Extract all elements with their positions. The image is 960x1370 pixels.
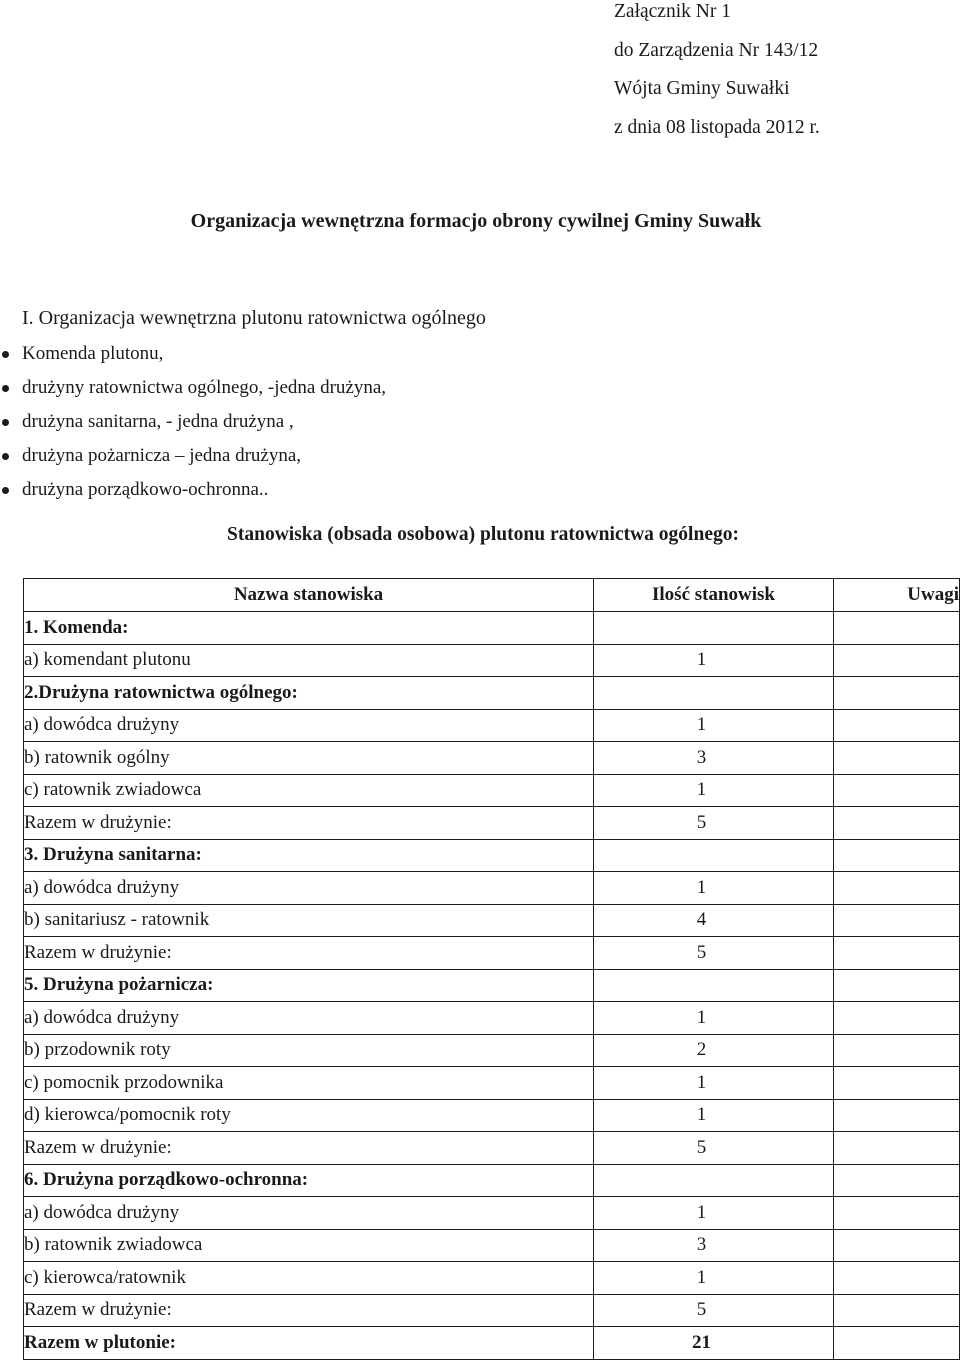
list-item: drużyna pożarnicza – jedna drużyna, [0,445,386,479]
position-count: 1 [696,1006,707,1028]
notes-cell [834,774,960,807]
notes-cell [834,1067,960,1100]
position-count-cell [594,1067,834,1100]
column-header-qty: Ilość stanowisk [594,579,834,612]
position-name-cell: b) ratownik zwiadowca [24,1229,594,1262]
position-count: 5 [696,1299,707,1321]
position-count: 1 [696,779,707,801]
position-count-cell [594,872,834,905]
position-name-cell: Razem w drużynie: [24,1132,594,1165]
position-count-cell [594,937,834,970]
position-count: 1 [696,1201,707,1223]
position-count-cell [594,774,834,807]
notes-cell [834,1099,960,1132]
document-title: Organizacja wewnętrzna formacjo obrony cywilnej Gminy Suwałk [190,210,762,232]
table-row [24,1327,960,1360]
table-row [24,872,960,905]
table-title: Stanowiska (obsada osobowa) plutonu ratownictwa ogólnego: [227,524,739,545]
notes-cell [834,677,960,710]
position-count-cell [594,1164,834,1197]
notes-cell [834,1132,960,1165]
position-count: 5 [696,811,707,833]
table-row [24,774,960,807]
notes-cell [834,937,960,970]
table-row [24,742,960,775]
table-row [24,1294,960,1327]
table-row [24,937,960,970]
table-row [24,644,960,677]
table-row [24,1099,960,1132]
table-header-row [24,579,960,612]
position-name-cell: d) kierowca/pomocnik roty [24,1099,594,1132]
position-count-cell [594,612,834,645]
table-row [24,807,960,840]
position-count-cell [594,1262,834,1295]
table-row [24,1262,960,1295]
position-count-cell [594,1294,834,1327]
column-header-notes: Uwagi [834,579,960,612]
position-count-cell [594,839,834,872]
list-item: drużyna porządkowo-ochronna.. [0,479,386,513]
notes-cell [834,1002,960,1035]
table-row [24,904,960,937]
notes-cell [834,969,960,1002]
table-row [24,677,960,710]
position-count-cell [594,644,834,677]
position-name-cell: a) dowódca drużyny [24,1002,594,1035]
notes-cell [834,644,960,677]
unit-list [0,343,386,513]
list-item: drużyny ratownictwa ogólnego, -jedna drużyna, [0,377,386,411]
list-item: drużyna sanitarna, - jedna drużyna , [0,411,386,445]
position-name-cell: b) przodownik roty [24,1034,594,1067]
notes-cell [834,872,960,905]
list-item: Komenda plutonu, [0,343,386,377]
table-row [24,1229,960,1262]
notes-cell [834,742,960,775]
table-row [24,1034,960,1067]
position-name-cell: Razem w plutonie: [24,1327,594,1360]
position-count-cell [594,969,834,1002]
position-name-cell: 3. Drużyna sanitarna: [24,839,594,872]
table-row [24,839,960,872]
position-name-cell: a) komendant plutonu [24,644,594,677]
header-line-authority: Wójta Gminy Suwałki [614,78,790,99]
attachment-header [614,0,820,154]
position-name-cell: b) ratownik ogólny [24,742,594,775]
position-count: 4 [696,909,707,931]
position-name-cell: Razem w drużynie: [24,937,594,970]
table-row [24,1164,960,1197]
table-row [24,1067,960,1100]
header-line-date: z dnia 08 listopada 2012 r. [614,116,820,138]
notes-cell [834,1262,960,1295]
table-row [24,709,960,742]
position-name-cell: Razem w drużynie: [24,1294,594,1327]
position-count-cell [594,1132,834,1165]
position-count: 1 [696,714,707,736]
notes-cell [834,1197,960,1230]
header-line-attachment: Załącznik Nr 1 [614,1,731,22]
position-count: 1 [696,649,707,671]
position-count: 3 [696,746,707,768]
position-count-cell [594,709,834,742]
position-count-cell [594,904,834,937]
position-name-cell: a) dowódca drużyny [24,872,594,905]
position-name-cell: c) pomocnik przodownika [24,1067,594,1100]
position-count: 1 [696,1266,707,1288]
position-name-cell: c) kierowca/ratownik [24,1262,594,1295]
table-row [24,1132,960,1165]
position-count: 2 [696,1039,707,1061]
position-name-cell: 6. Drużyna porządkowo-ochronna: [24,1164,594,1197]
section-heading: I. Organizacja wewnętrzna plutonu ratownictwa ogólnego [22,307,486,329]
notes-cell [834,904,960,937]
table-body [24,612,960,1360]
position-count-cell [594,807,834,840]
notes-cell [834,1294,960,1327]
position-name-cell: a) dowódca drużyny [24,709,594,742]
position-count: 5 [696,1136,707,1158]
notes-cell [834,839,960,872]
notes-cell [834,1164,960,1197]
position-name-cell: c) ratownik zwiadowca [24,774,594,807]
notes-cell [834,709,960,742]
table-row [24,1197,960,1230]
table-row [24,969,960,1002]
notes-cell [834,1229,960,1262]
position-count: 1 [696,1104,707,1126]
position-count: 21 [692,1331,711,1353]
position-count-cell [594,1327,834,1360]
table-row [24,612,960,645]
position-count-cell [594,1002,834,1035]
position-count-cell [594,742,834,775]
position-count-cell [594,1229,834,1262]
column-header-name: Nazwa stanowiska [24,579,594,612]
position-name-cell: Razem w drużynie: [24,807,594,840]
position-count: 1 [696,1071,707,1093]
notes-cell [834,1034,960,1067]
position-count: 3 [696,1234,707,1256]
position-count-cell [594,677,834,710]
header-line-order: do Zarządzenia Nr 143/12 [614,39,819,61]
position-count-cell [594,1034,834,1067]
position-name-cell: 5. Drużyna pożarnicza: [24,969,594,1002]
staffing-table [23,578,960,1360]
position-count: 1 [696,876,707,898]
position-count: 5 [696,941,707,963]
position-count-cell [594,1099,834,1132]
table-row [24,1002,960,1035]
position-name-cell: 2.Drużyna ratownictwa ogólnego: [24,677,594,710]
position-name-cell: a) dowódca drużyny [24,1197,594,1230]
notes-cell [834,807,960,840]
position-name-cell: 1. Komenda: [24,612,594,645]
notes-cell [834,612,960,645]
position-count-cell [594,1197,834,1230]
notes-cell [834,1327,960,1360]
position-name-cell: b) sanitariusz - ratownik [24,904,594,937]
